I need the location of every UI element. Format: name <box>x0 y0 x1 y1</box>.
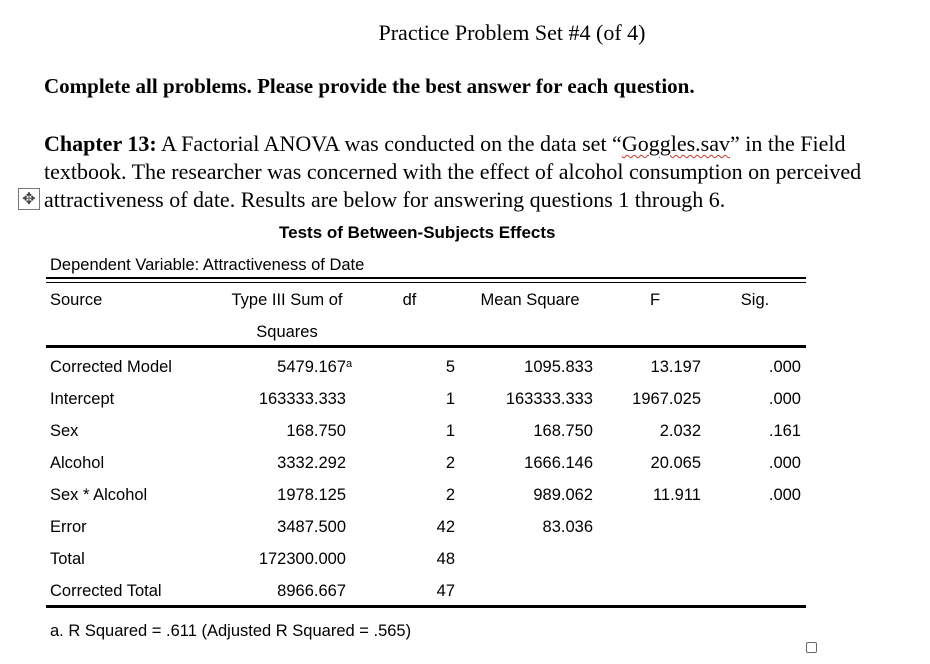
cell-ms <box>470 422 593 441</box>
paragraph-text: A Factorial ANOVA was conducted on the data set “ <box>156 131 622 156</box>
cell-value: 989.062 <box>533 486 593 504</box>
dependent-variable-label: Dependent Variable: Attractiveness of Date <box>50 256 365 274</box>
cell-value: Error <box>50 518 87 536</box>
table-top-rule-thin <box>46 282 806 283</box>
cell-value: 1978.125 <box>277 486 346 504</box>
cell-value: 3487.500 <box>277 518 346 536</box>
cell-ss <box>220 550 352 569</box>
checkbox[interactable] <box>806 642 817 653</box>
paragraph-line-1 <box>44 130 930 158</box>
cell-value: 13.197 <box>650 358 701 376</box>
header-sum-of-squares-line2: Squares <box>256 323 318 341</box>
cell-value: .000 <box>768 390 801 408</box>
table-title: Tests of Between-Subjects Effects <box>279 223 556 242</box>
cell-value: 3332.292 <box>277 454 346 472</box>
header-f: F <box>649 291 661 309</box>
paragraph-text: ” in the Field <box>729 131 846 156</box>
cell-value: 1967.025 <box>632 390 701 408</box>
cell-sig <box>720 422 801 441</box>
header-sig: Sig. <box>740 291 770 309</box>
cell-value: 11.911 <box>652 486 701 504</box>
footnote-marker: a <box>346 358 353 370</box>
cell-df <box>395 486 455 505</box>
cell-ms <box>470 390 593 409</box>
cell-value: 168.750 <box>286 422 346 440</box>
cell-ms <box>470 454 593 473</box>
cell-ms <box>470 518 593 537</box>
cell-ss <box>220 518 352 537</box>
cell-value: 47 <box>436 582 455 600</box>
paragraph-line-2: textbook. The researcher was concerned with the effect of alcohol consumption on perceived <box>44 159 862 184</box>
cell-df <box>395 582 455 601</box>
cell-source <box>50 358 220 377</box>
instructions: Complete all problems. Please provide the best answer for each question. <box>44 74 695 98</box>
dataset-name: Goggles.sav <box>621 131 730 156</box>
header-df: df <box>402 291 417 309</box>
cell-source <box>50 550 220 569</box>
chapter-label: Chapter 13: <box>44 131 157 156</box>
cell-value: 2 <box>445 454 455 472</box>
cell-f <box>600 358 701 377</box>
cell-ss <box>220 582 352 601</box>
cell-ss <box>220 486 352 505</box>
header-mean-square: Mean Square <box>480 291 580 309</box>
cell-value: Sex * Alcohol <box>50 486 148 504</box>
cell-sig <box>720 486 801 505</box>
cell-value: 1666.146 <box>524 454 593 472</box>
cell-df <box>395 390 455 409</box>
cell-ms <box>470 358 593 377</box>
cell-value: 163333.333 <box>505 390 593 408</box>
cell-df <box>395 358 455 377</box>
cell-value: .000 <box>768 486 801 504</box>
cell-ss <box>220 454 352 473</box>
cell-value: Total <box>50 550 85 568</box>
table-bottom-rule <box>46 605 806 608</box>
cell-value: 172300.000 <box>258 550 346 568</box>
cell-sig <box>720 358 801 377</box>
cell-value: Intercept <box>50 390 115 408</box>
page-title: Practice Problem Set #4 (of 4) <box>378 20 646 45</box>
cell-df <box>395 454 455 473</box>
cell-source <box>50 454 220 473</box>
cell-value: .161 <box>768 422 801 440</box>
cell-value: 42 <box>436 518 455 536</box>
cell-f <box>600 422 701 441</box>
cell-value: Sex <box>50 422 79 440</box>
cell-value: 1095.833 <box>524 358 593 376</box>
header-bottom-rule <box>46 345 806 348</box>
cell-source <box>50 486 220 505</box>
cell-source <box>50 582 220 601</box>
cell-value: 83.036 <box>542 518 593 536</box>
cell-value: 5479.167 <box>277 358 346 376</box>
problem-paragraph <box>44 130 930 214</box>
cell-sig <box>720 390 801 409</box>
cell-value: 1 <box>445 390 455 408</box>
paragraph-line-3: attractiveness of date. Results are below for answering questions 1 through 6. <box>44 187 726 212</box>
table-top-rule <box>46 277 806 279</box>
cell-source <box>50 422 220 441</box>
cell-ms <box>470 486 593 505</box>
cell-value: .000 <box>768 358 801 376</box>
cell-value: 5 <box>445 358 455 376</box>
cell-value: Corrected Total <box>50 582 162 600</box>
cell-source <box>50 518 220 537</box>
cell-value: Alcohol <box>50 454 105 472</box>
cell-value: .000 <box>768 454 801 472</box>
cell-ss <box>220 422 352 441</box>
header-source: Source <box>50 291 103 309</box>
cell-f <box>600 390 701 409</box>
cell-value: 163333.333 <box>258 390 346 408</box>
cell-value: 2.032 <box>659 422 701 440</box>
cell-f <box>600 486 701 505</box>
cell-source <box>50 390 220 409</box>
cell-df <box>395 550 455 569</box>
cell-f <box>600 454 701 473</box>
table-footnote: a. R Squared = .611 (Adjusted R Squared = .565) <box>50 622 412 640</box>
cell-value: 20.065 <box>650 454 701 472</box>
cell-value: Corrected Model <box>50 358 172 376</box>
cell-sig <box>720 454 801 473</box>
cell-df <box>395 422 455 441</box>
move-icon[interactable]: ✥ <box>18 188 40 210</box>
cell-df <box>395 518 455 537</box>
cell-ss <box>220 390 352 409</box>
cell-value: 2 <box>445 486 455 504</box>
cell-value: 48 <box>436 550 455 568</box>
header-sum-of-squares: Type III Sum of <box>231 291 343 309</box>
cell-value: 1 <box>445 422 455 440</box>
cell-value: 168.750 <box>533 422 593 440</box>
cell-ss <box>220 358 352 377</box>
cell-value: 8966.667 <box>277 582 346 600</box>
